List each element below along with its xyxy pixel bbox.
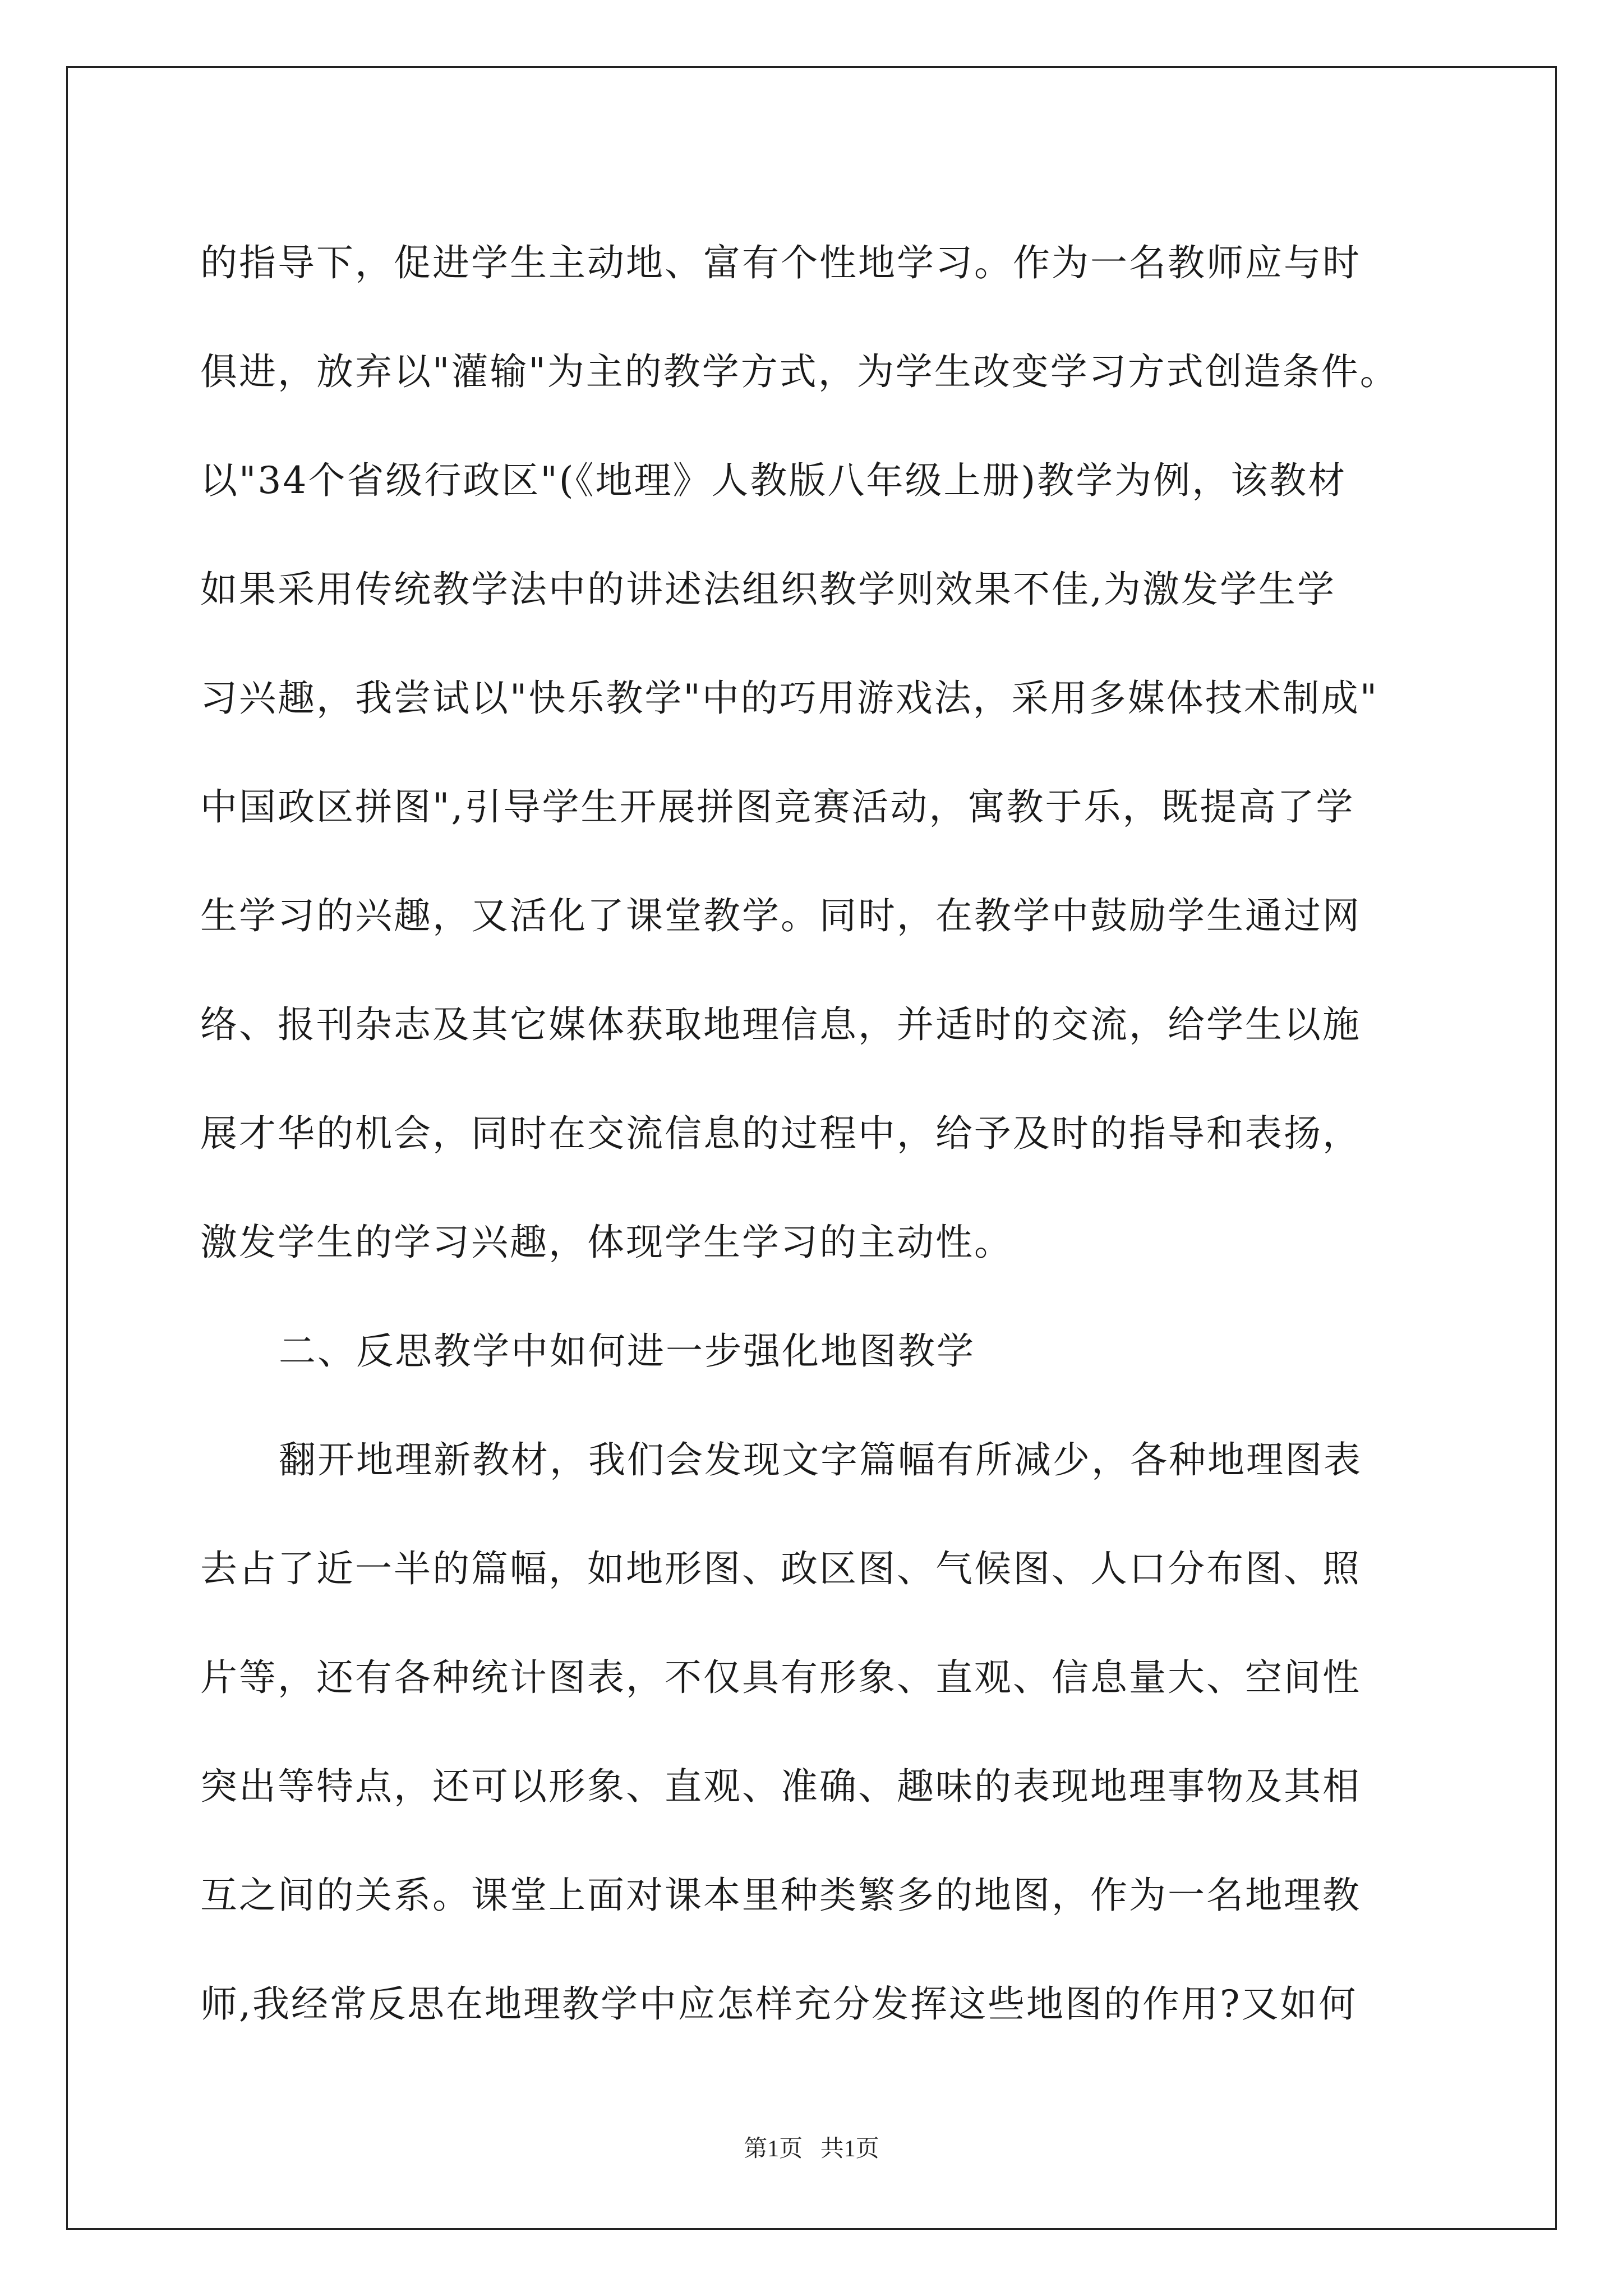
text-line: 络、报刊杂志及其它媒体获取地理信息，并适时的交流，给学生以施 (200, 1003, 1361, 1046)
text-line: 师,我经常反思在地理教学中应怎样充分发挥这些地图的作用?又如何 (200, 1982, 1358, 2026)
section-heading: 二、反思教学中如何进一步强化地图教学 (279, 1329, 975, 1373)
text-line: 中国政区拼图",引导学生开展拼图竞赛活动，寓教于乐，既提高了学 (200, 785, 1355, 829)
text-line: 俱进，放弃以"灌输"为主的教学方式，为学生改变学习方式创造条件。 (200, 350, 1399, 393)
text-line: 生学习的兴趣，又活化了课堂教学。同时，在教学中鼓励学生通过网 (200, 894, 1361, 937)
text-line: 展才华的机会，同时在交流信息的过程中，给予及时的指导和表扬， (200, 1112, 1361, 1155)
text-line: 激发学生的学习兴趣，体现学生学习的主动性。 (200, 1221, 1013, 1264)
page-number-footer: 第1页 共1页 (744, 2136, 879, 2162)
text-line: 以"34个省级行政区"(《地理》人教版八年级上册)教学为例，该教材 (200, 459, 1347, 502)
document-body (200, 209, 1434, 2059)
text-line: 片等，还有各种统计图表，不仅具有形象、直观、信息量大、空间性 (200, 1656, 1361, 1699)
text-line: 的指导下，促进学生主动地、富有个性地学习。作为一名教师应与时 (200, 241, 1361, 284)
text-line: 习兴趣，我尝试以"快乐教学"中的巧用游戏法，采用多媒体技术制成" (200, 677, 1379, 720)
text-line: 互之间的关系。课堂上面对课本里种类繁多的地图，作为一名地理教 (200, 1874, 1361, 1917)
text-line: 突出等特点，还可以形象、直观、准确、趣味的表现地理事物及其相 (200, 1765, 1361, 1808)
text-line: 去占了近一半的篇幅，如地形图、政区图、气候图、人口分布图、照 (200, 1547, 1361, 1590)
paragraph-first-line: 翻开地理新教材，我们会发现文字篇幅有所减少，各种地理图表 (279, 1438, 1362, 1481)
text-line: 如果采用传统教学法中的讲述法组织教学则效果不佳,为激发学生学 (200, 568, 1336, 611)
